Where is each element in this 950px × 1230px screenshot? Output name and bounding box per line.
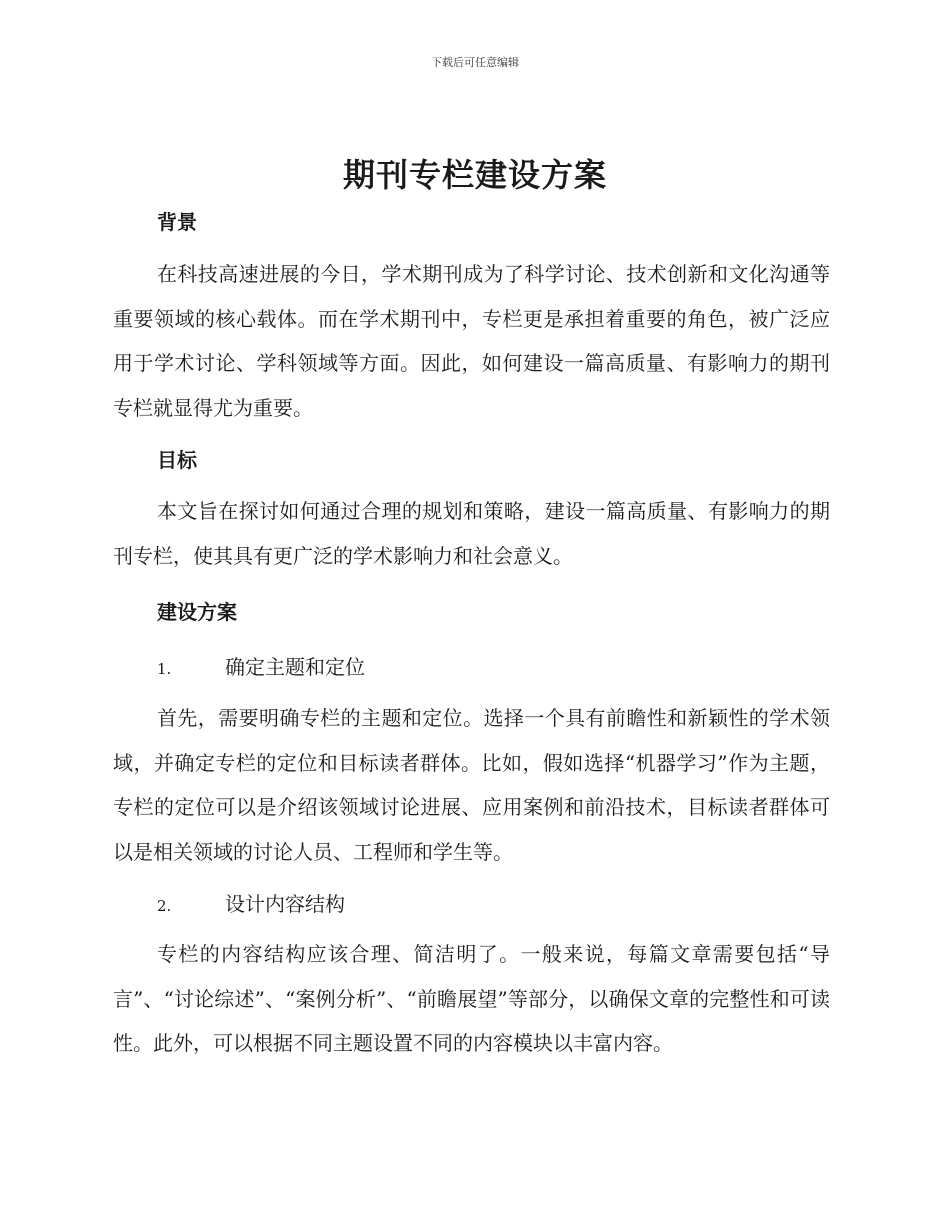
paragraph-plan-item-2: 专栏的内容结构应该合理、简洁明了。一般来说，每篇文章需要包括“导言”、“讨论综述”、“案例分析”、“前瞻展望”等部分，以确保文章的完整性和可读性。此外，可以根据不同主题设置不同的内容模块以丰富内容。 xyxy=(113,942,830,1055)
paragraph-goal: 本文旨在探讨如何通过合理的规划和策略，建设一篇高质量、有影响力的期刊专栏，使其具有更广泛的学术影响力和社会意义。 xyxy=(113,499,830,568)
section-heading-goal: 目标 xyxy=(157,448,197,472)
numbered-item-1 xyxy=(113,651,874,680)
paragraph-background: 在科技高速进展的今日，学术期刊成为了科学讨论、技术创新和文化沟通等重要领域的核心载体。而在学术期刊中，专栏更是承担着重要的角色，被广泛应用于学术讨论、学科领域等方面。因此，如何建设一篇高质量、有影响力的期刊专栏就显得尤为重要。 xyxy=(113,262,830,420)
document-title: 期刊专栏建设方案 xyxy=(342,156,607,194)
numbered-item-2 xyxy=(113,888,874,917)
item-title: 确定主题和定位 xyxy=(225,655,365,679)
header-note: 下载后可任意编辑 xyxy=(431,56,519,69)
section-heading-plan: 建设方案 xyxy=(157,600,237,624)
item-number: 2. xyxy=(157,897,172,915)
section-heading-background: 背景 xyxy=(157,210,197,234)
item-number: 1. xyxy=(157,660,172,678)
paragraph-plan-item-1: 首先，需要明确专栏的主题和定位。选择一个具有前瞻性和新颖性的学术领域，并确定专栏的定位和目标读者群体。比如，假如选择“机器学习”作为主题，专栏的定位可以是介绍该领域讨论进展、应用案例和前沿技术，目标读者群体可以是相关领域的讨论人员、工程师和学生等。 xyxy=(113,706,830,864)
item-title: 设计内容结构 xyxy=(225,892,345,916)
